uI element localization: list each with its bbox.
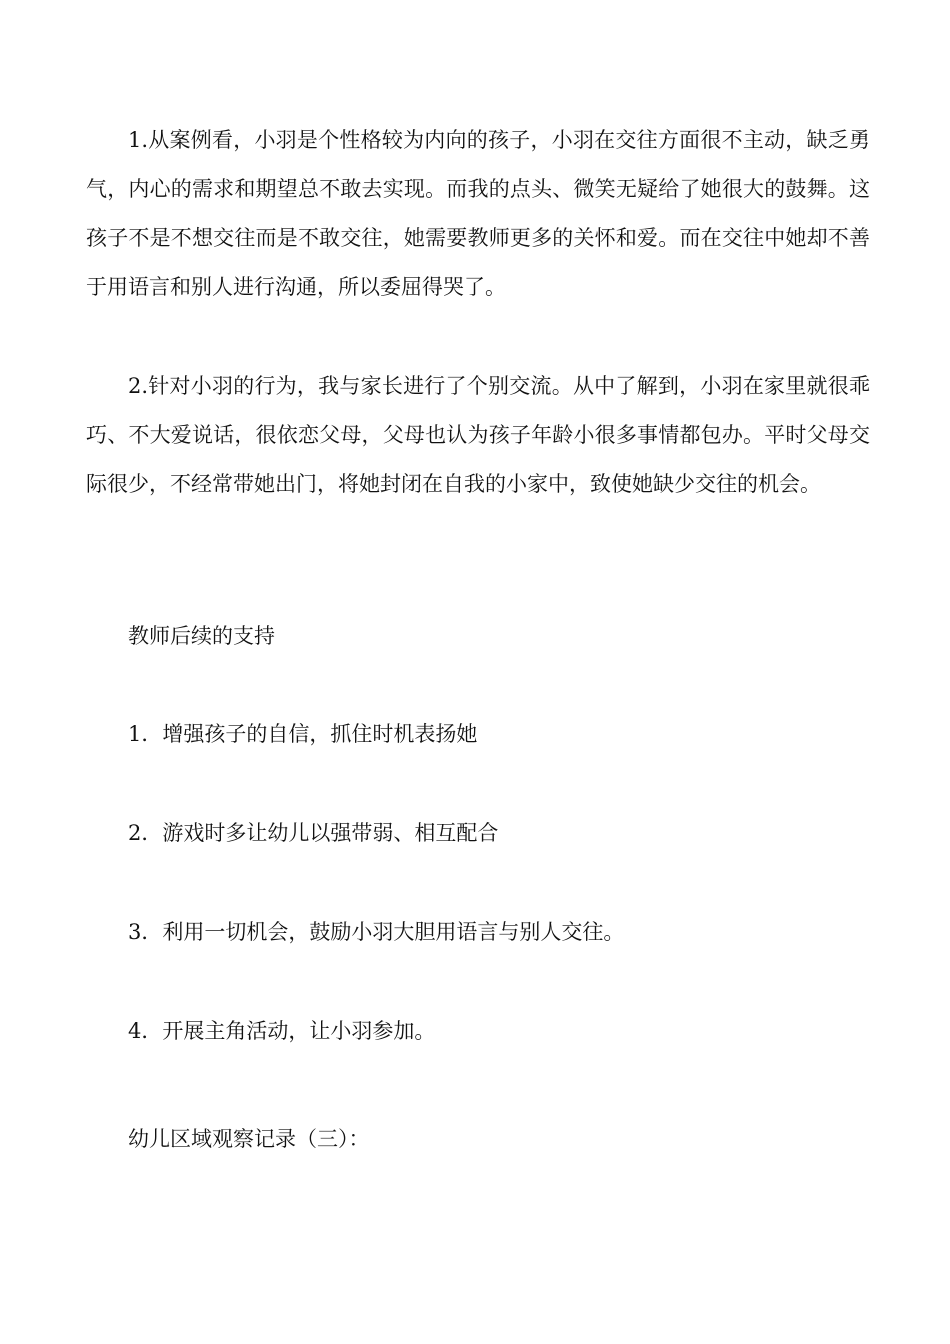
support-item-4: 4．开展主角活动，让小羽参加。 <box>128 1019 436 1043</box>
support-item-2: 2．游戏时多让幼儿以强带弱、相互配合 <box>128 821 499 845</box>
support-item-3: 3．利用一切机会，鼓励小羽大胆用语言与别人交往。 <box>128 920 625 944</box>
next-section-heading: 幼儿区域观察记录（三）： <box>128 1127 370 1151</box>
analysis-paragraph-2: 2.针对小羽的行为，我与家长进行了个别交流。从中了解到，小羽在家里就很乖巧、不大爱说话，很依恋父母，父母也认为孩子年龄小很多事情都包办。平时父母交际很少，不经常带她出门，将她封闭在自我的小家中，致使她缺少交往的机会。 <box>86 374 870 496</box>
analysis-paragraph-1: 1.从案例看，小羽是个性格较为内向的孩子，小羽在交往方面很不主动，缺乏勇气，内心的需求和期望总不敢去实现。而我的点头、微笑无疑给了她很大的鼓舞。这孩子不是不想交往而是不敢交往，她需要教师更多的关怀和爱。而在交往中她却不善于用语言和别人进行沟通，所以委屈得哭了。 <box>86 128 870 299</box>
section-heading: 教师后续的支持 <box>128 624 275 648</box>
support-item-1: 1．增强孩子的自信，抓住时机表扬她 <box>128 722 478 746</box>
